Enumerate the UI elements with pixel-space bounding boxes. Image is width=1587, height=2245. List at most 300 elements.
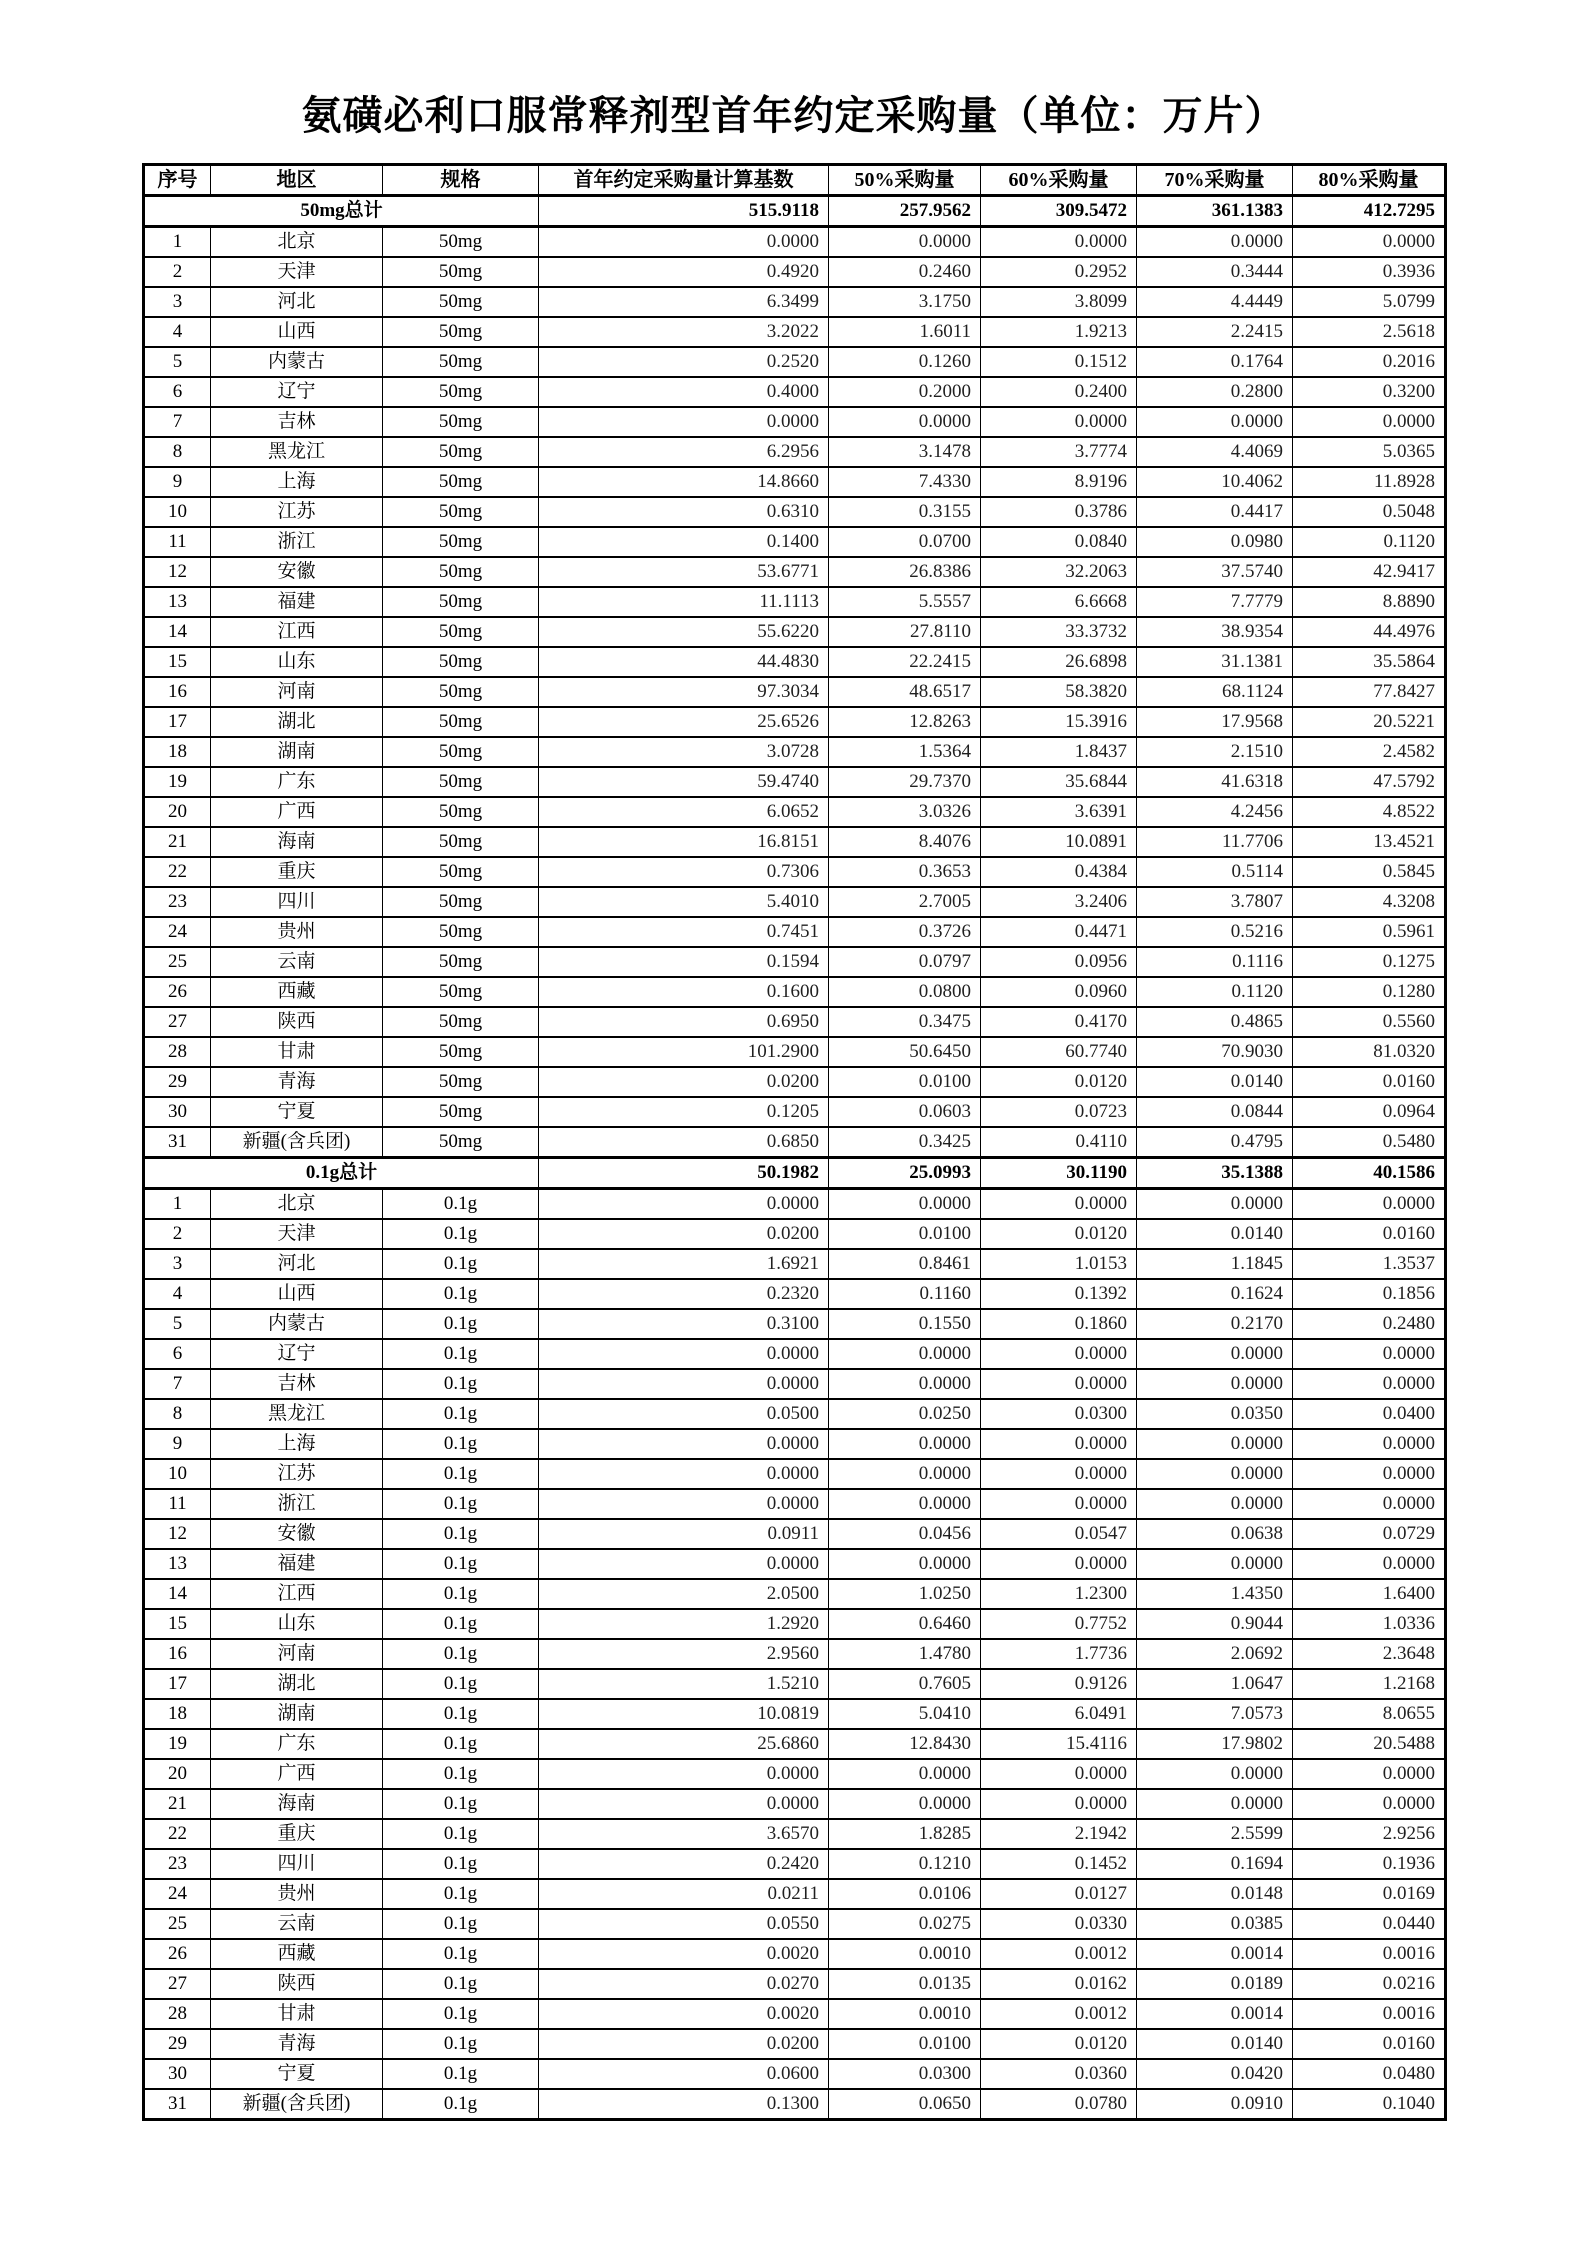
value-cell: 0.1160 — [829, 1279, 981, 1309]
value-cell: 0.1205 — [539, 1097, 829, 1127]
value-cell: 26.8386 — [829, 557, 981, 587]
region-cell: 安徽 — [211, 1519, 383, 1549]
value-cell: 0.5961 — [1293, 917, 1446, 947]
value-cell: 0.6310 — [539, 497, 829, 527]
value-cell: 0.5560 — [1293, 1007, 1446, 1037]
value-cell: 0.0550 — [539, 1909, 829, 1939]
region-cell: 黑龙江 — [211, 1399, 383, 1429]
table-row — [144, 317, 1446, 347]
row-number-cell: 10 — [144, 1459, 211, 1489]
spec-cell: 50mg — [383, 827, 539, 857]
row-number-cell: 5 — [144, 347, 211, 377]
value-cell: 0.0000 — [1137, 1549, 1293, 1579]
row-number-cell: 31 — [144, 1127, 211, 1158]
spec-cell: 50mg — [383, 617, 539, 647]
table-row — [144, 1279, 1446, 1309]
table-row — [144, 1879, 1446, 1909]
region-cell: 云南 — [211, 947, 383, 977]
value-cell: 3.0728 — [539, 737, 829, 767]
value-cell: 0.7605 — [829, 1669, 981, 1699]
value-cell: 22.2415 — [829, 647, 981, 677]
value-cell: 0.1280 — [1293, 977, 1446, 1007]
value-cell: 3.7774 — [981, 437, 1137, 467]
table-row — [144, 1609, 1446, 1639]
region-cell: 天津 — [211, 1219, 383, 1249]
spec-cell: 50mg — [383, 857, 539, 887]
section-total-value: 30.1190 — [981, 1158, 1137, 1189]
row-number-cell: 18 — [144, 1699, 211, 1729]
value-cell: 0.0385 — [1137, 1909, 1293, 1939]
value-cell: 0.3425 — [829, 1127, 981, 1158]
column-header-60pct: 60%采购量 — [981, 165, 1137, 196]
value-cell: 0.0000 — [539, 1429, 829, 1459]
value-cell: 0.0000 — [829, 1189, 981, 1220]
spec-cell: 50mg — [383, 917, 539, 947]
region-cell: 新疆(含兵团) — [211, 1127, 383, 1158]
value-cell: 11.8928 — [1293, 467, 1446, 497]
value-cell: 4.3208 — [1293, 887, 1446, 917]
value-cell: 0.0270 — [539, 1969, 829, 1999]
value-cell: 0.0200 — [539, 1067, 829, 1097]
value-cell: 10.0819 — [539, 1699, 829, 1729]
spec-cell: 50mg — [383, 377, 539, 407]
table-row — [144, 1189, 1446, 1220]
table-row — [144, 1939, 1446, 1969]
value-cell: 3.2406 — [981, 887, 1137, 917]
value-cell: 4.8522 — [1293, 797, 1446, 827]
table-row — [144, 497, 1446, 527]
row-number-cell: 21 — [144, 1789, 211, 1819]
value-cell: 0.0014 — [1137, 1939, 1293, 1969]
table-row — [144, 1699, 1446, 1729]
value-cell: 0.2420 — [539, 1849, 829, 1879]
value-cell: 0.0638 — [1137, 1519, 1293, 1549]
table-row — [144, 1067, 1446, 1097]
value-cell: 0.1260 — [829, 347, 981, 377]
value-cell: 1.9213 — [981, 317, 1137, 347]
value-cell: 0.0189 — [1137, 1969, 1293, 1999]
region-cell: 上海 — [211, 467, 383, 497]
region-cell: 贵州 — [211, 1879, 383, 1909]
spec-cell: 0.1g — [383, 1459, 539, 1489]
region-cell: 山东 — [211, 647, 383, 677]
spec-cell: 50mg — [383, 347, 539, 377]
page-title: 氨磺必利口服常释剂型首年约定采购量（单位：万片） — [301, 93, 1286, 138]
value-cell: 1.0153 — [981, 1249, 1137, 1279]
row-number-cell: 16 — [144, 677, 211, 707]
region-cell: 西藏 — [211, 1939, 383, 1969]
value-cell: 0.2170 — [1137, 1309, 1293, 1339]
value-cell: 0.0275 — [829, 1909, 981, 1939]
value-cell: 0.0135 — [829, 1969, 981, 1999]
row-number-cell: 22 — [144, 857, 211, 887]
value-cell: 81.0320 — [1293, 1037, 1446, 1067]
value-cell: 0.0000 — [829, 1459, 981, 1489]
spec-cell: 50mg — [383, 977, 539, 1007]
value-cell: 5.4010 — [539, 887, 829, 917]
value-cell: 0.0000 — [829, 1489, 981, 1519]
column-header-spec: 规格 — [383, 165, 539, 196]
value-cell: 0.0000 — [981, 1489, 1137, 1519]
region-cell: 重庆 — [211, 857, 383, 887]
value-cell: 0.0012 — [981, 1939, 1137, 1969]
value-cell: 0.0000 — [539, 1759, 829, 1789]
value-cell: 8.0655 — [1293, 1699, 1446, 1729]
value-cell: 70.9030 — [1137, 1037, 1293, 1067]
value-cell: 44.4976 — [1293, 617, 1446, 647]
value-cell: 0.0780 — [981, 2089, 1137, 2120]
spec-cell: 50mg — [383, 437, 539, 467]
value-cell: 0.0000 — [539, 1369, 829, 1399]
row-number-cell: 11 — [144, 1489, 211, 1519]
value-cell: 3.0326 — [829, 797, 981, 827]
value-cell: 1.5364 — [829, 737, 981, 767]
value-cell: 25.6860 — [539, 1729, 829, 1759]
spec-cell: 0.1g — [383, 1369, 539, 1399]
region-cell: 甘肃 — [211, 1999, 383, 2029]
region-cell: 浙江 — [211, 527, 383, 557]
value-cell: 60.7740 — [981, 1037, 1137, 1067]
spec-cell: 50mg — [383, 1037, 539, 1067]
spec-cell: 0.1g — [383, 2089, 539, 2120]
row-number-cell: 29 — [144, 1067, 211, 1097]
region-cell: 重庆 — [211, 1819, 383, 1849]
value-cell: 0.0480 — [1293, 2059, 1446, 2089]
value-cell: 0.0200 — [539, 2029, 829, 2059]
spec-cell: 50mg — [383, 1097, 539, 1127]
row-number-cell: 13 — [144, 1549, 211, 1579]
value-cell: 0.1300 — [539, 2089, 829, 2120]
value-cell: 53.6771 — [539, 557, 829, 587]
column-header-70pct: 70%采购量 — [1137, 165, 1293, 196]
value-cell: 1.7736 — [981, 1639, 1137, 1669]
value-cell: 59.4740 — [539, 767, 829, 797]
table-row — [144, 797, 1446, 827]
table-row — [144, 1369, 1446, 1399]
value-cell: 0.2480 — [1293, 1309, 1446, 1339]
row-number-cell: 1 — [144, 227, 211, 258]
value-cell: 0.0010 — [829, 1939, 981, 1969]
spec-cell: 0.1g — [383, 1849, 539, 1879]
value-cell: 0.0100 — [829, 1219, 981, 1249]
value-cell: 20.5221 — [1293, 707, 1446, 737]
spec-cell: 50mg — [383, 527, 539, 557]
row-number-cell: 7 — [144, 407, 211, 437]
value-cell: 10.4062 — [1137, 467, 1293, 497]
value-cell: 0.1856 — [1293, 1279, 1446, 1309]
value-cell: 0.4170 — [981, 1007, 1137, 1037]
row-number-cell: 15 — [144, 647, 211, 677]
value-cell: 0.1452 — [981, 1849, 1137, 1879]
row-number-cell: 11 — [144, 527, 211, 557]
table-row — [144, 587, 1446, 617]
value-cell: 0.1764 — [1137, 347, 1293, 377]
table-row — [144, 857, 1446, 887]
region-cell: 湖北 — [211, 707, 383, 737]
region-cell: 广西 — [211, 797, 383, 827]
value-cell: 0.0000 — [1293, 1759, 1446, 1789]
value-cell: 0.0000 — [829, 1429, 981, 1459]
value-cell: 2.9560 — [539, 1639, 829, 1669]
value-cell: 0.0456 — [829, 1519, 981, 1549]
spec-cell: 50mg — [383, 407, 539, 437]
value-cell: 1.1845 — [1137, 1249, 1293, 1279]
value-cell: 6.2956 — [539, 437, 829, 467]
value-cell: 0.1120 — [1293, 527, 1446, 557]
value-cell: 101.2900 — [539, 1037, 829, 1067]
value-cell: 0.0000 — [1137, 1189, 1293, 1220]
region-cell: 上海 — [211, 1429, 383, 1459]
spec-cell: 0.1g — [383, 1189, 539, 1220]
value-cell: 6.3499 — [539, 287, 829, 317]
value-cell: 0.0000 — [539, 1789, 829, 1819]
value-cell: 0.0000 — [981, 1369, 1137, 1399]
spec-cell: 50mg — [383, 887, 539, 917]
value-cell: 0.0000 — [539, 407, 829, 437]
value-cell: 0.9126 — [981, 1669, 1137, 1699]
row-number-cell: 20 — [144, 797, 211, 827]
value-cell: 6.0491 — [981, 1699, 1137, 1729]
value-cell: 0.1512 — [981, 347, 1137, 377]
value-cell: 0.0840 — [981, 527, 1137, 557]
region-cell: 吉林 — [211, 1369, 383, 1399]
table-row — [144, 1999, 1446, 2029]
value-cell: 0.0000 — [539, 1339, 829, 1369]
value-cell: 1.8437 — [981, 737, 1137, 767]
region-cell: 湖北 — [211, 1669, 383, 1699]
value-cell: 0.0000 — [1293, 1489, 1446, 1519]
spec-cell: 0.1g — [383, 1789, 539, 1819]
region-cell: 浙江 — [211, 1489, 383, 1519]
region-cell: 安徽 — [211, 557, 383, 587]
spec-cell: 0.1g — [383, 1939, 539, 1969]
region-cell: 四川 — [211, 1849, 383, 1879]
section-total-value: 50.1982 — [539, 1158, 829, 1189]
value-cell: 0.1392 — [981, 1279, 1137, 1309]
table-row — [144, 1579, 1446, 1609]
table-row — [144, 1489, 1446, 1519]
value-cell: 0.0000 — [981, 227, 1137, 258]
value-cell: 0.3200 — [1293, 377, 1446, 407]
value-cell: 0.5216 — [1137, 917, 1293, 947]
row-number-cell: 17 — [144, 1669, 211, 1699]
value-cell: 10.0891 — [981, 827, 1137, 857]
table-row — [144, 977, 1446, 1007]
value-cell: 0.3726 — [829, 917, 981, 947]
row-number-cell: 8 — [144, 1399, 211, 1429]
value-cell: 14.8660 — [539, 467, 829, 497]
value-cell: 1.0336 — [1293, 1609, 1446, 1639]
region-cell: 广东 — [211, 767, 383, 797]
value-cell: 0.3653 — [829, 857, 981, 887]
value-cell: 0.0980 — [1137, 527, 1293, 557]
value-cell: 0.0140 — [1137, 2029, 1293, 2059]
region-cell: 内蒙古 — [211, 347, 383, 377]
spec-cell: 50mg — [383, 557, 539, 587]
value-cell: 0.0300 — [981, 1399, 1137, 1429]
value-cell: 1.6011 — [829, 317, 981, 347]
value-cell: 27.8110 — [829, 617, 981, 647]
value-cell: 0.2400 — [981, 377, 1137, 407]
column-header-no: 序号 — [144, 165, 211, 196]
spec-cell: 50mg — [383, 1067, 539, 1097]
value-cell: 58.3820 — [981, 677, 1137, 707]
value-cell: 11.1113 — [539, 587, 829, 617]
region-cell: 西藏 — [211, 977, 383, 1007]
value-cell: 0.0000 — [829, 1339, 981, 1369]
value-cell: 0.0000 — [1293, 1189, 1446, 1220]
row-number-cell: 29 — [144, 2029, 211, 2059]
value-cell: 3.7807 — [1137, 887, 1293, 917]
table-row — [144, 917, 1446, 947]
value-cell: 1.4350 — [1137, 1579, 1293, 1609]
row-number-cell: 6 — [144, 377, 211, 407]
value-cell: 0.1210 — [829, 1849, 981, 1879]
value-cell: 0.0000 — [1137, 1759, 1293, 1789]
row-number-cell: 24 — [144, 917, 211, 947]
value-cell: 1.2168 — [1293, 1669, 1446, 1699]
table-row — [144, 827, 1446, 857]
value-cell: 0.0000 — [829, 1549, 981, 1579]
value-cell: 50.6450 — [829, 1037, 981, 1067]
table-row — [144, 1037, 1446, 1067]
spec-cell: 0.1g — [383, 1519, 539, 1549]
table-row — [144, 1339, 1446, 1369]
value-cell: 0.0106 — [829, 1879, 981, 1909]
value-cell: 37.5740 — [1137, 557, 1293, 587]
value-cell: 0.2952 — [981, 257, 1137, 287]
region-cell: 山西 — [211, 317, 383, 347]
spec-cell: 0.1g — [383, 1549, 539, 1579]
value-cell: 0.0000 — [539, 1189, 829, 1220]
section-total-value: 25.0993 — [829, 1158, 981, 1189]
value-cell: 0.0000 — [1293, 227, 1446, 258]
spec-cell: 0.1g — [383, 1879, 539, 1909]
table-row — [144, 1639, 1446, 1669]
value-cell: 55.6220 — [539, 617, 829, 647]
value-cell: 0.1550 — [829, 1309, 981, 1339]
table-row — [144, 1849, 1446, 1879]
value-cell: 3.1478 — [829, 437, 981, 467]
row-number-cell: 12 — [144, 1519, 211, 1549]
region-cell: 河北 — [211, 287, 383, 317]
section-total-label: 50mg总计 — [144, 196, 539, 227]
value-cell: 0.0910 — [1137, 2089, 1293, 2120]
value-cell: 5.0799 — [1293, 287, 1446, 317]
table-row — [144, 2089, 1446, 2120]
value-cell: 0.4000 — [539, 377, 829, 407]
table-row — [144, 887, 1446, 917]
value-cell: 0.0350 — [1137, 1399, 1293, 1429]
value-cell: 0.6460 — [829, 1609, 981, 1639]
value-cell: 0.0000 — [829, 1759, 981, 1789]
section-total-value: 35.1388 — [1137, 1158, 1293, 1189]
value-cell: 0.0140 — [1137, 1219, 1293, 1249]
spec-cell: 0.1g — [383, 1339, 539, 1369]
table-row — [144, 1249, 1446, 1279]
table-row — [144, 1127, 1446, 1158]
section-total-value: 309.5472 — [981, 196, 1137, 227]
table-row — [144, 1789, 1446, 1819]
value-cell: 0.0000 — [1137, 1429, 1293, 1459]
table-row — [144, 1309, 1446, 1339]
value-cell: 0.0700 — [829, 527, 981, 557]
value-cell: 0.0000 — [1137, 1489, 1293, 1519]
value-cell: 0.0797 — [829, 947, 981, 977]
table-row — [144, 767, 1446, 797]
value-cell: 7.0573 — [1137, 1699, 1293, 1729]
row-number-cell: 28 — [144, 1999, 211, 2029]
row-number-cell: 26 — [144, 977, 211, 1007]
section-total-row — [144, 1158, 1446, 1189]
value-cell: 38.9354 — [1137, 617, 1293, 647]
region-cell: 宁夏 — [211, 2059, 383, 2089]
table-row — [144, 1219, 1446, 1249]
value-cell: 3.2022 — [539, 317, 829, 347]
value-cell: 2.0500 — [539, 1579, 829, 1609]
value-cell: 0.0000 — [829, 407, 981, 437]
table-row — [144, 1819, 1446, 1849]
procurement-table — [142, 163, 1447, 2121]
row-number-cell: 13 — [144, 587, 211, 617]
value-cell: 8.9196 — [981, 467, 1137, 497]
row-number-cell: 14 — [144, 617, 211, 647]
value-cell: 4.4449 — [1137, 287, 1293, 317]
value-cell: 0.0729 — [1293, 1519, 1446, 1549]
value-cell: 0.1594 — [539, 947, 829, 977]
row-number-cell: 25 — [144, 1909, 211, 1939]
value-cell: 0.0012 — [981, 1999, 1137, 2029]
value-cell: 0.5845 — [1293, 857, 1446, 887]
value-cell: 0.0000 — [1293, 1789, 1446, 1819]
table-row — [144, 1459, 1446, 1489]
value-cell: 0.0000 — [829, 1369, 981, 1399]
value-cell: 0.3155 — [829, 497, 981, 527]
value-cell: 8.8890 — [1293, 587, 1446, 617]
value-cell: 4.4069 — [1137, 437, 1293, 467]
row-number-cell: 22 — [144, 1819, 211, 1849]
value-cell: 0.1860 — [981, 1309, 1137, 1339]
row-number-cell: 4 — [144, 317, 211, 347]
value-cell: 97.3034 — [539, 677, 829, 707]
region-cell: 黑龙江 — [211, 437, 383, 467]
table-row — [144, 617, 1446, 647]
spec-cell: 50mg — [383, 797, 539, 827]
value-cell: 0.2520 — [539, 347, 829, 377]
spec-cell: 50mg — [383, 707, 539, 737]
value-cell: 0.0300 — [829, 2059, 981, 2089]
column-header-50pct: 50%采购量 — [829, 165, 981, 196]
region-cell: 四川 — [211, 887, 383, 917]
row-number-cell: 6 — [144, 1339, 211, 1369]
row-number-cell: 20 — [144, 1759, 211, 1789]
region-cell: 福建 — [211, 1549, 383, 1579]
value-cell: 31.1381 — [1137, 647, 1293, 677]
column-header-80pct: 80%采购量 — [1293, 165, 1446, 196]
value-cell: 0.1040 — [1293, 2089, 1446, 2120]
value-cell: 0.0500 — [539, 1399, 829, 1429]
value-cell: 0.0000 — [1293, 1549, 1446, 1579]
value-cell: 0.1694 — [1137, 1849, 1293, 1879]
value-cell: 0.0169 — [1293, 1879, 1446, 1909]
row-number-cell: 17 — [144, 707, 211, 737]
value-cell: 20.5488 — [1293, 1729, 1446, 1759]
section-total-value: 412.7295 — [1293, 196, 1446, 227]
value-cell: 0.0420 — [1137, 2059, 1293, 2089]
row-number-cell: 9 — [144, 467, 211, 497]
value-cell: 48.6517 — [829, 677, 981, 707]
table-row — [144, 1729, 1446, 1759]
